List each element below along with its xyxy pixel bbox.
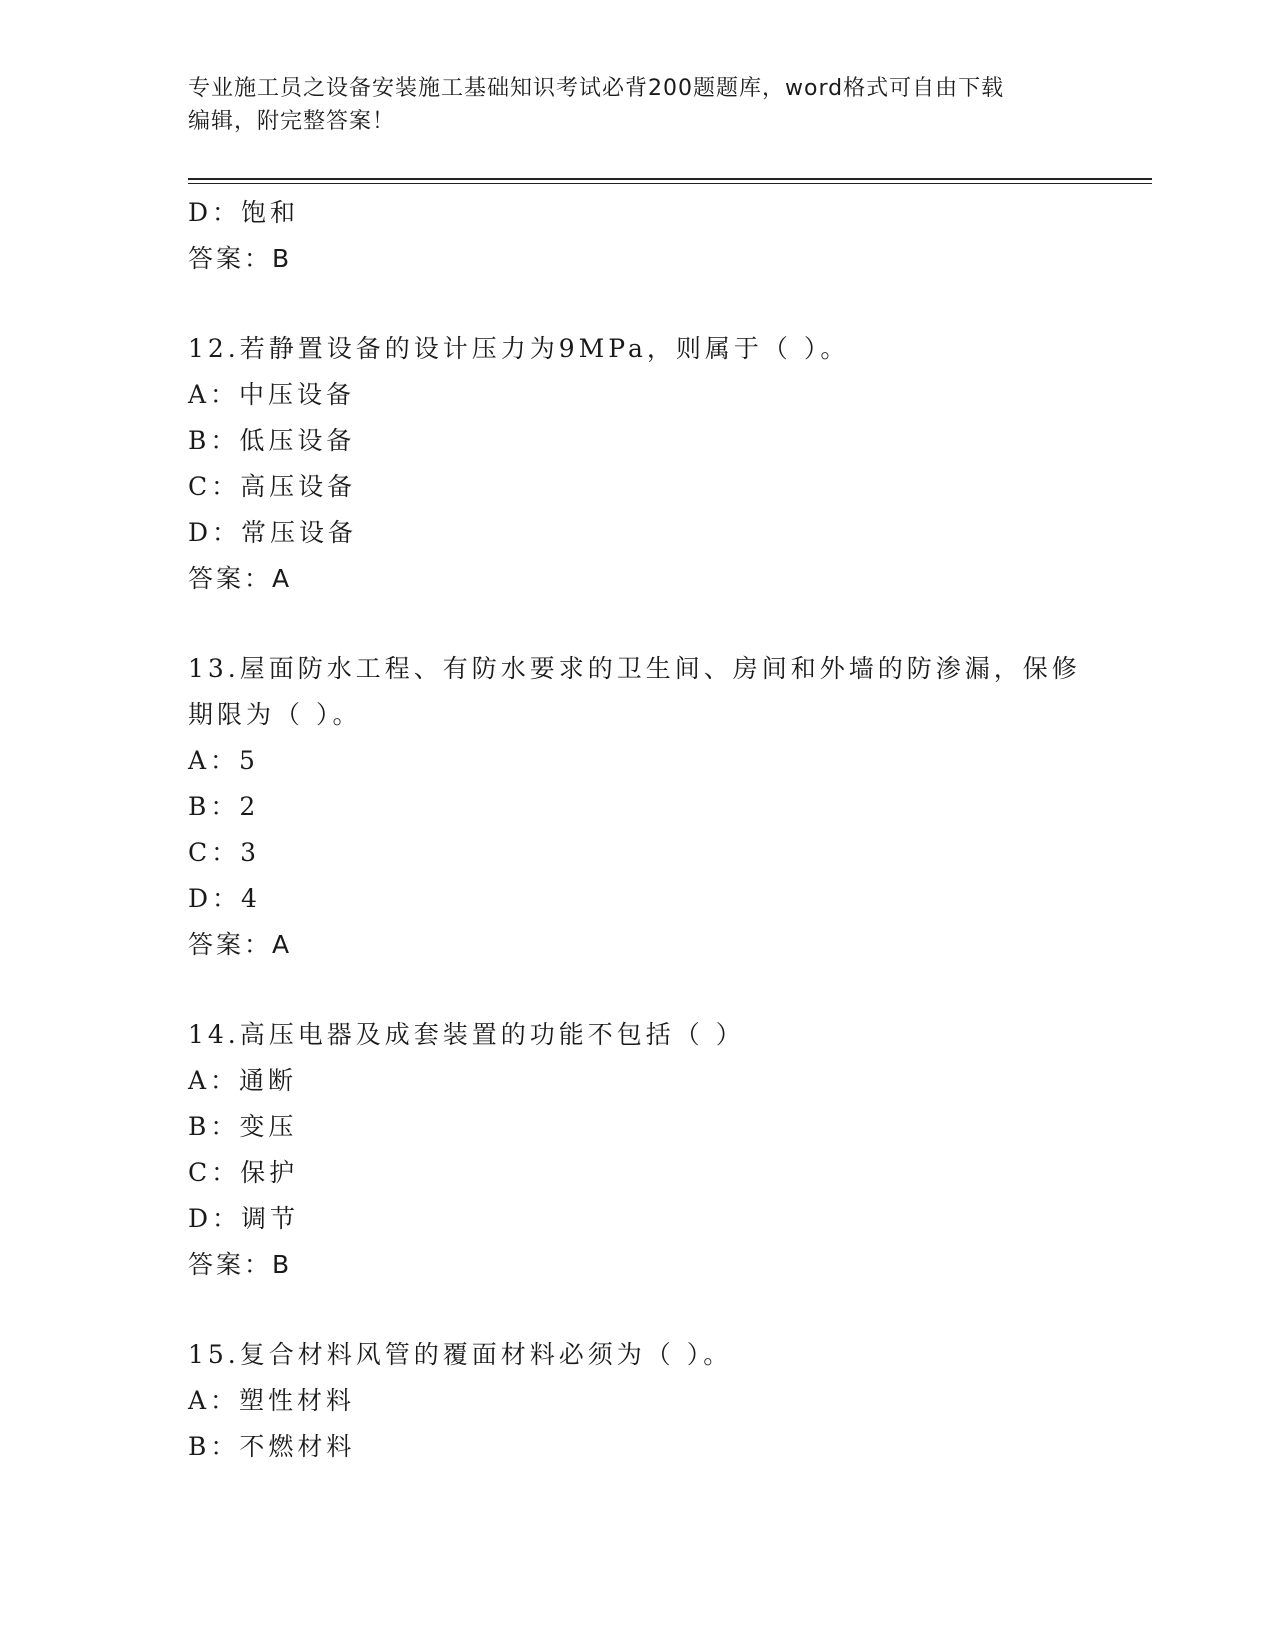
document-header (188, 72, 1068, 138)
answer-line: 答案：B (188, 1250, 293, 1279)
option-d: D：调节 (188, 1204, 300, 1233)
question-11-continuation (188, 190, 1088, 282)
header-line-1: 专业施工员之设备安装施工基础知识考试必背200题题库，word格式可自由下载 (188, 76, 1005, 101)
answer-line: 答案：A (188, 564, 293, 593)
header-rule-thick (188, 178, 1152, 180)
question-stem: 15.复合材料风管的覆面材料必须为（ ）。 (188, 1340, 733, 1369)
header-rule-thin (188, 183, 1152, 184)
option-d: D：常压设备 (188, 518, 358, 547)
option-a: A：塑性材料 (188, 1386, 356, 1415)
option-b: B：2 (188, 792, 260, 821)
option-c: C：3 (188, 838, 261, 867)
option-b: B：变压 (188, 1112, 298, 1141)
option-c: C：保护 (188, 1158, 299, 1187)
option-a: A：通断 (188, 1066, 298, 1095)
option-d: D：饱和 (188, 198, 300, 227)
question-12 (188, 326, 1088, 602)
question-stem: 12.若静置设备的设计压力为9MPa，则属于（ ）。 (188, 334, 850, 363)
option-c: C：高压设备 (188, 472, 357, 501)
question-15 (188, 1332, 1088, 1470)
option-b: B：不燃材料 (188, 1432, 356, 1461)
option-b: B：低压设备 (188, 426, 356, 455)
option-a: A：中压设备 (188, 380, 356, 409)
question-14 (188, 1012, 1088, 1288)
question-stem: 14.高压电器及成套装置的功能不包括（ ） (188, 1020, 745, 1049)
question-13 (188, 646, 1088, 968)
option-a: A：5 (188, 746, 259, 775)
question-stem-line-1: 13.屋面防水工程、有防水要求的卫生间、房间和外墙的防渗漏，保修 (188, 654, 1081, 683)
option-d: D：4 (188, 884, 261, 913)
answer-line: 答案：B (188, 244, 293, 273)
question-list (188, 190, 1088, 1470)
header-line-2: 编辑，附完整答案！ (188, 109, 396, 134)
question-stem-line-2: 期限为（ ）。 (188, 700, 362, 729)
answer-line: 答案：A (188, 930, 293, 959)
